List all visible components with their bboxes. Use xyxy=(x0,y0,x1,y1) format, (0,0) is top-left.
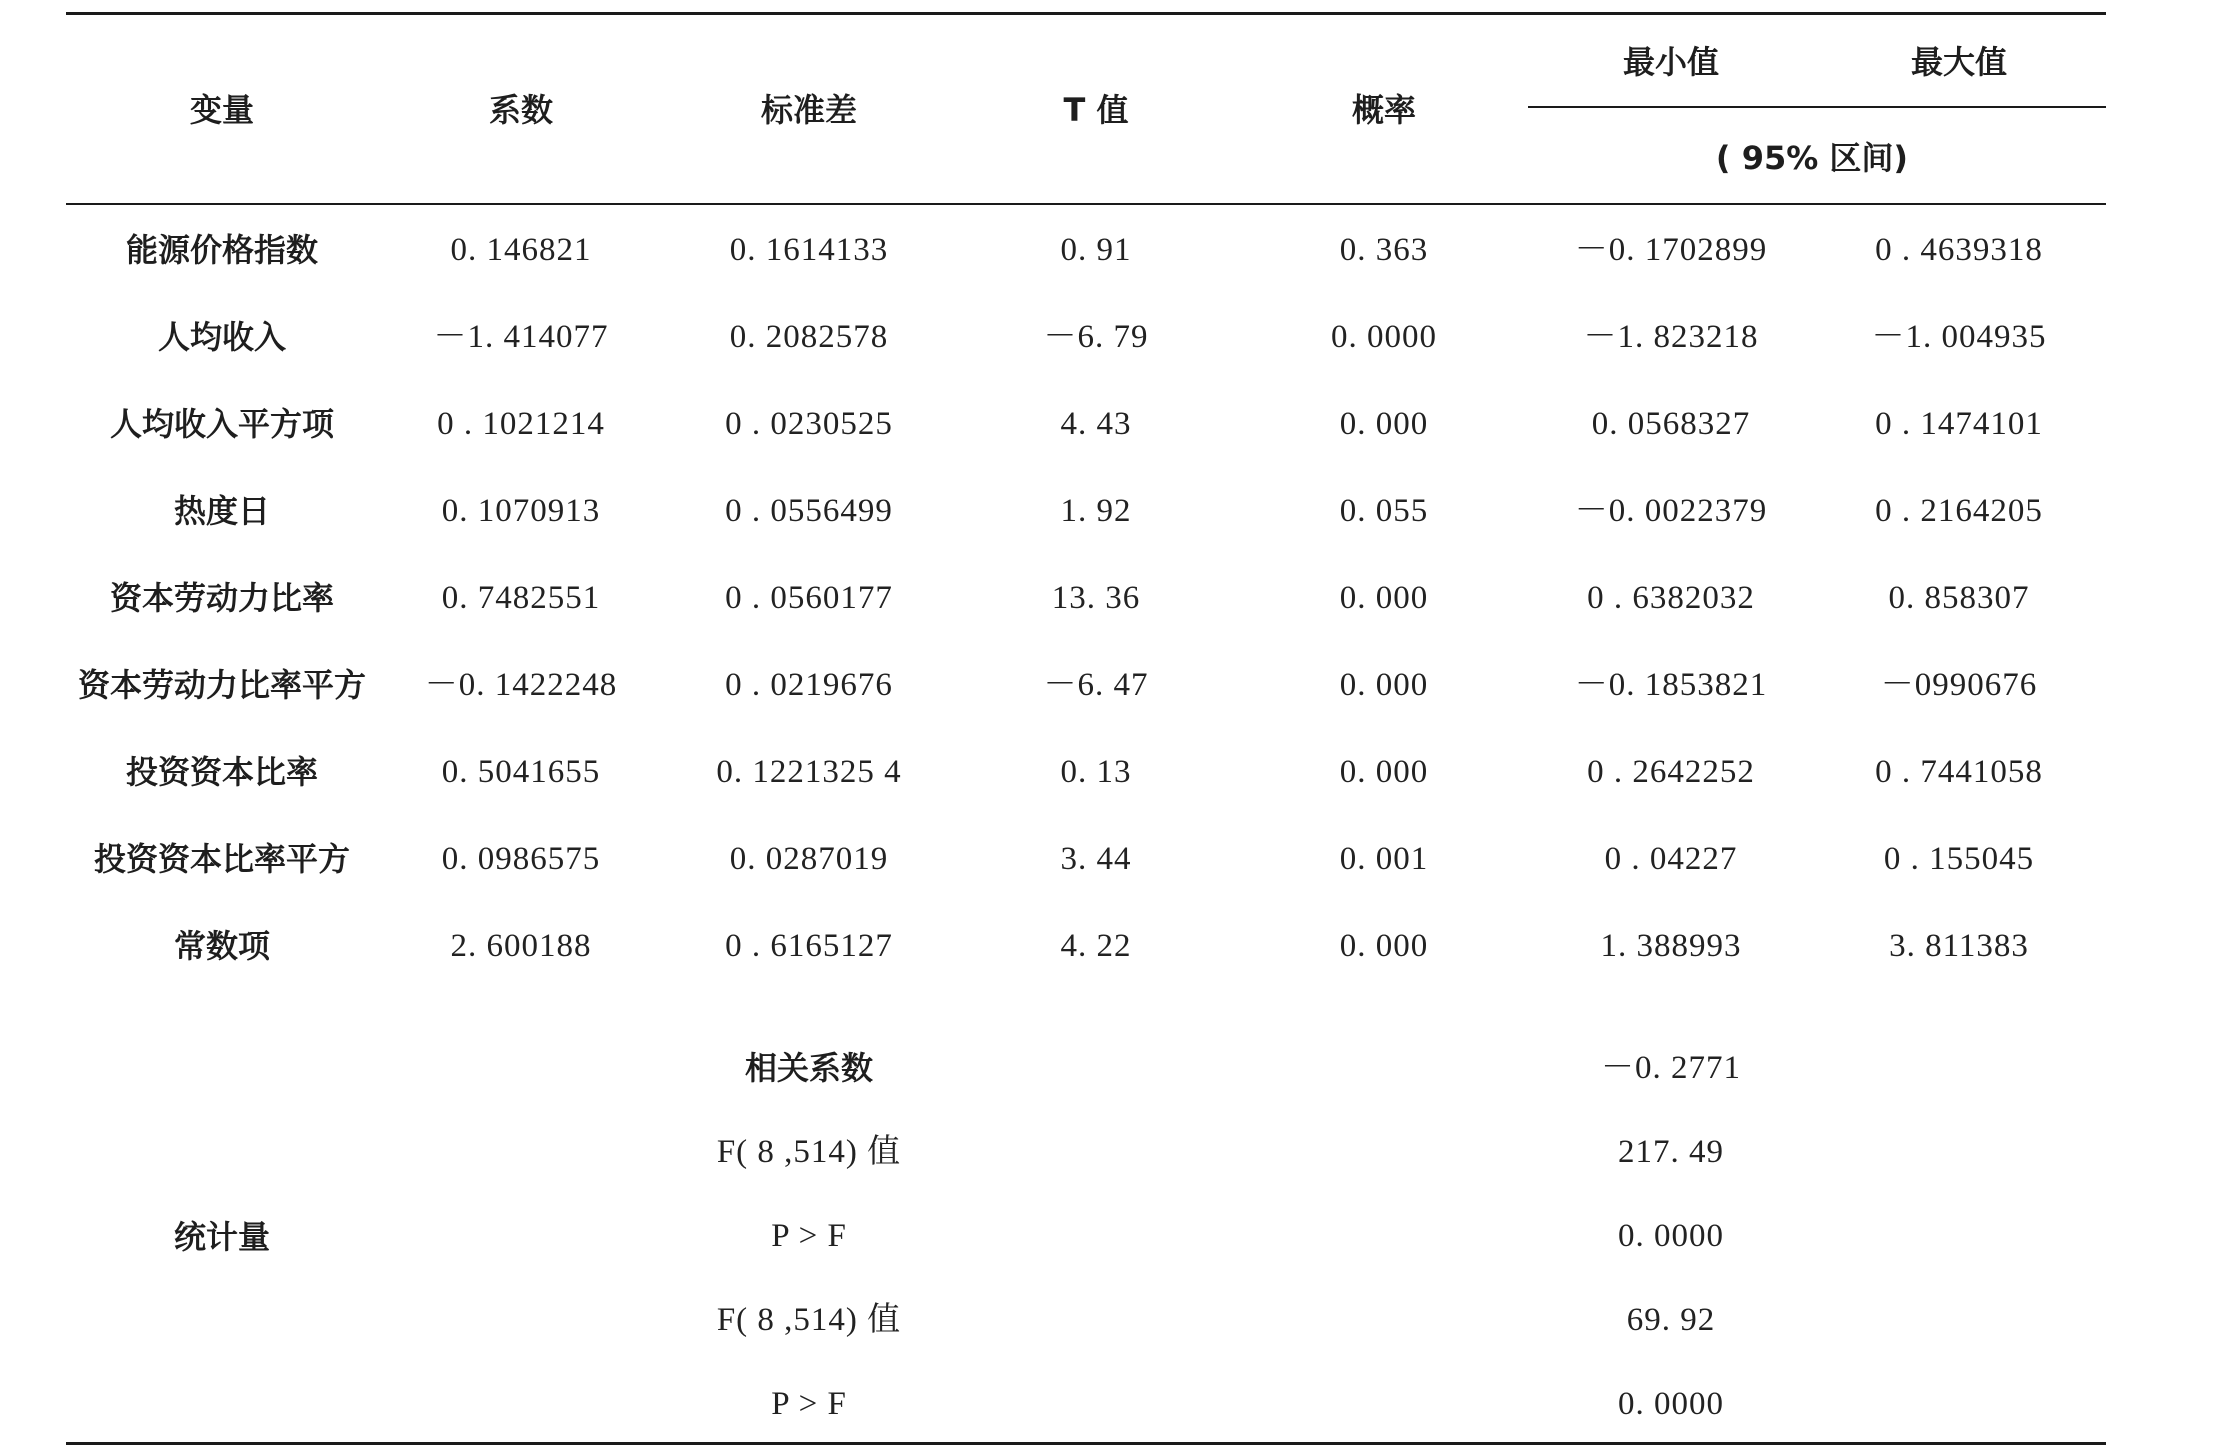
cell-t-value: 1. 92 xyxy=(1060,493,1132,529)
cell-probability: 0. 000 xyxy=(1339,667,1429,703)
top-rule xyxy=(66,12,2106,15)
cell-probability: 0. 000 xyxy=(1339,928,1429,964)
cell-max: －0990676 xyxy=(1880,667,2038,703)
cell-variable: 能源价格指数 xyxy=(125,231,319,269)
cell-max: 0 . 7441058 xyxy=(1875,754,2043,790)
cell-probability: 0. 001 xyxy=(1339,841,1429,877)
cell-std-error: 0. 1614133 xyxy=(729,232,889,268)
cell-t-value: 0. 91 xyxy=(1060,232,1132,268)
header-max: 最大值 xyxy=(1910,43,2008,81)
cell-probability: 0. 000 xyxy=(1339,580,1429,616)
cell-t-value: －6. 47 xyxy=(1043,667,1149,703)
bottom-rule xyxy=(66,1442,2106,1445)
cell-t-value: 4. 43 xyxy=(1060,406,1132,442)
cell-t-value: 4. 22 xyxy=(1060,928,1132,964)
cell-min: 1. 388993 xyxy=(1600,928,1742,964)
cell-t-value: 0. 13 xyxy=(1060,754,1132,790)
cell-max: 0. 858307 xyxy=(1888,580,2030,616)
cell-min: －0. 0022379 xyxy=(1574,493,1768,529)
cell-max: 0 . 2164205 xyxy=(1875,493,2043,529)
cell-coefficient: 0 . 1021214 xyxy=(437,406,605,442)
cell-min: 0 . 6382032 xyxy=(1587,580,1755,616)
cell-min: 0 . 04227 xyxy=(1604,841,1738,877)
cell-min: 0 . 2642252 xyxy=(1587,754,1755,790)
cell-coefficient: 0. 1070913 xyxy=(441,493,601,529)
cell-coefficient: 0. 146821 xyxy=(450,232,592,268)
statistic-value: 69. 92 xyxy=(1626,1302,1716,1338)
cell-std-error: 0. 1221325 4 xyxy=(716,754,902,790)
cell-variable: 资本劳动力比率平方 xyxy=(77,666,367,704)
cell-variable: 投资资本比率 xyxy=(125,753,319,791)
statistic-value: 217. 49 xyxy=(1618,1134,1724,1170)
cell-variable: 人均收入平方项 xyxy=(109,405,335,443)
cell-min: －0. 1853821 xyxy=(1574,667,1768,703)
cell-min: －1. 823218 xyxy=(1583,319,1759,355)
cell-max: 0 . 4639318 xyxy=(1875,232,2043,268)
cell-max: 0 . 155045 xyxy=(1883,841,2035,877)
cell-probability: 0. 000 xyxy=(1339,754,1429,790)
statistic-name: P > F xyxy=(771,1386,847,1422)
statistic-name: F( 8 ,514) 值 xyxy=(716,1302,902,1338)
header-min: 最小值 xyxy=(1622,43,1720,81)
cell-probability: 0. 055 xyxy=(1339,493,1429,529)
cell-coefficient: 2. 600188 xyxy=(450,928,592,964)
header-interval: ( 95% 区间) xyxy=(1715,139,1909,177)
cell-variable: 资本劳动力比率 xyxy=(109,579,335,617)
cell-std-error: 0 . 0219676 xyxy=(725,667,893,703)
header-probability: 概率 xyxy=(1351,91,1417,129)
cell-variable: 投资资本比率平方 xyxy=(93,840,351,878)
cell-min: －0. 1702899 xyxy=(1574,232,1768,268)
statistic-name: 相关系数 xyxy=(744,1049,874,1087)
cell-max: 3. 811383 xyxy=(1889,928,2029,964)
cell-std-error: 0. 2082578 xyxy=(729,319,889,355)
statistic-value: 0. 0000 xyxy=(1618,1386,1724,1422)
header-t-value: T 值 xyxy=(1063,91,1129,129)
statistics-label: 统计量 xyxy=(173,1218,271,1256)
cell-coefficient: 0. 0986575 xyxy=(441,841,601,877)
header-bottom-rule xyxy=(66,203,2106,205)
statistic-value: －0. 2771 xyxy=(1601,1050,1741,1086)
cell-max: 0 . 1474101 xyxy=(1875,406,2043,442)
header-coefficient: 系数 xyxy=(488,91,554,129)
statistic-name: F( 8 ,514) 值 xyxy=(716,1134,902,1170)
cell-max: －1. 004935 xyxy=(1871,319,2047,355)
cell-std-error: 0 . 0560177 xyxy=(725,580,893,616)
statistic-name: P > F xyxy=(771,1218,847,1254)
cell-coefficient: －0. 1422248 xyxy=(424,667,618,703)
cell-std-error: 0. 0287019 xyxy=(729,841,889,877)
cell-t-value: 13. 36 xyxy=(1051,580,1141,616)
statistic-value: 0. 0000 xyxy=(1618,1218,1724,1254)
cell-coefficient: 0. 5041655 xyxy=(441,754,601,790)
cell-probability: 0. 0000 xyxy=(1331,319,1437,355)
cell-probability: 0. 000 xyxy=(1339,406,1429,442)
cell-variable: 人均收入 xyxy=(157,318,287,356)
cell-std-error: 0 . 0556499 xyxy=(725,493,893,529)
cell-std-error: 0 . 0230525 xyxy=(725,406,893,442)
cell-coefficient: 0. 7482551 xyxy=(441,580,601,616)
cell-t-value: －6. 79 xyxy=(1043,319,1149,355)
interval-rule xyxy=(1528,106,2106,108)
cell-std-error: 0 . 6165127 xyxy=(725,928,893,964)
cell-min: 0. 0568327 xyxy=(1591,406,1751,442)
cell-coefficient: －1. 414077 xyxy=(433,319,609,355)
cell-probability: 0. 363 xyxy=(1339,232,1429,268)
cell-t-value: 3. 44 xyxy=(1060,841,1132,877)
cell-variable: 常数项 xyxy=(173,927,271,965)
header-variable: 变量 xyxy=(189,91,255,129)
header-std-error: 标准差 xyxy=(760,91,858,129)
cell-variable: 热度日 xyxy=(173,492,271,530)
